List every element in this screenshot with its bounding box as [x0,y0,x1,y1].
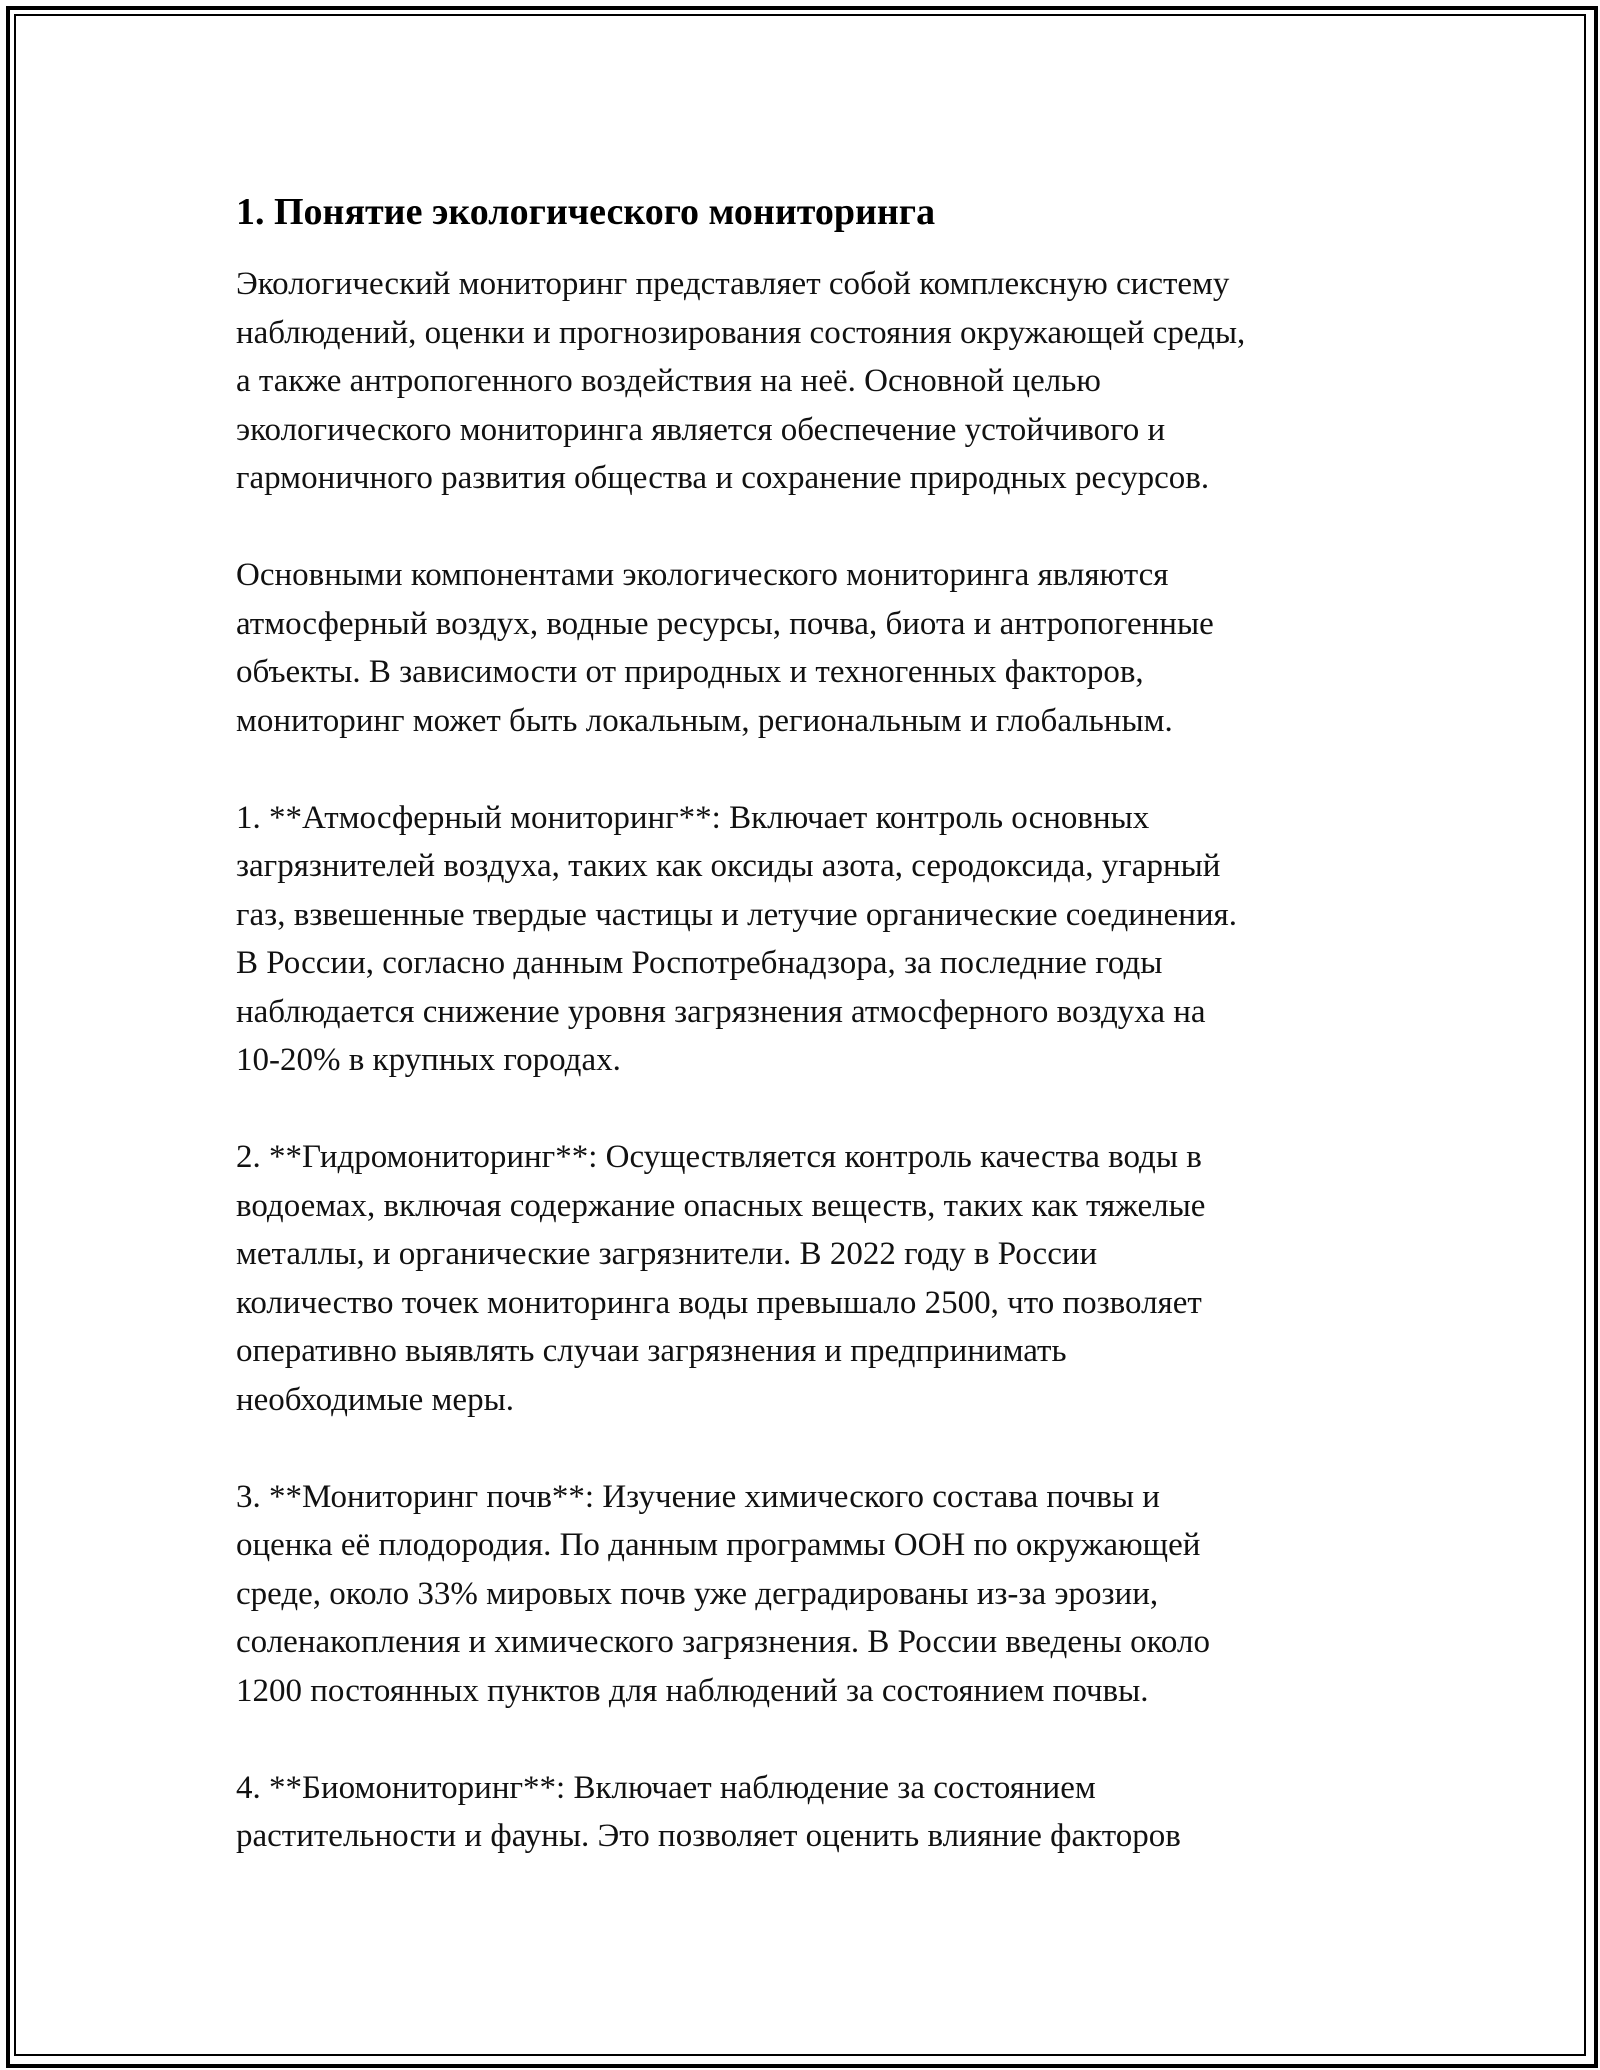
paragraph [236,794,1386,1085]
paragraph-line: гармоничного развития общества и сохранение природных ресурсов. [236,460,1210,496]
paragraph-line: оперативно выявлять случаи загрязнения и предпринимать [236,1333,1067,1369]
paragraph [236,1473,1386,1716]
paragraph-line: Основными компонентами экологического мониторинга являются [236,557,1169,593]
paragraph [236,260,1386,503]
paragraph-line: количество точек мониторинга воды превышало 2500, что позволяет [236,1284,1202,1321]
paragraph-line: 3. **Мониторинг почв**: Изучение химического состава почвы и [236,1478,1160,1515]
paragraph [236,551,1386,745]
paragraph-line: газ, взвешенные твердые частицы и летучие органические соединения. [236,896,1237,933]
paragraph-line: мониторинг может быть локальным, региональным и глобальным. [236,702,1173,739]
paragraph-line: атмосферный воздух, водные ресурсы, почва, биота и антропогенные [236,605,1214,642]
paragraph-line: среде, около 33% мировых почв уже деградированы из-за эрозии, [236,1575,1159,1612]
paragraph-line: наблюдений, оценки и прогнозирования состояния окружающей среды, [236,314,1246,351]
paragraph-line: наблюдается снижение уровня загрязнения атмосферного воздуха на [236,993,1206,1030]
paragraph-line: 4. **Биомониторинг**: Включает наблюдение за состоянием [236,1769,1096,1806]
paragraph-line: 10-20% в крупных городах. [236,1042,621,1078]
paragraph [236,1764,1386,1861]
paragraph-line: металлы, и органические загрязнители. В 2022 году в России [236,1236,1098,1272]
paragraph-line: экологического мониторинга является обеспечение устойчивого и [236,411,1166,448]
paragraph-line: соленакопления и химического загрязнения. В России введены около [236,1624,1210,1660]
paragraph-line: а также антропогенного воздействия на неё. Основной целью [236,363,1101,399]
paragraph-line: загрязнителей воздуха, таких как оксиды азота, серодоксида, угарный [236,848,1221,884]
paragraph-line: 1200 постоянных пунктов для наблюдений за состоянием почвы. [236,1672,1149,1709]
paragraph-line: оценка её плодородия. По данным программы ООН по окружающей [236,1527,1201,1563]
paragraph-line: В России, согласно данным Роспотребнадзора, за последние годы [236,945,1163,981]
paragraph [236,1133,1386,1424]
paragraph-list [236,260,1386,1861]
paragraph-line: 2. **Гидромониторинг**: Осуществляется контроль качества воды в [236,1139,1202,1175]
paragraph-line: объекты. В зависимости от природных и техногенных факторов, [236,654,1144,690]
paragraph-line: растительности и фауны. Это позволяет оценить влияние факторов [236,1818,1181,1854]
section-heading: 1. Понятие экологического мониторинга [236,191,936,233]
paragraph-line: водоемах, включая содержание опасных веществ, таких как тяжелые [236,1187,1206,1224]
paragraph-line: Экологический мониторинг представляет собой комплексную систему [236,266,1230,302]
paragraph-line: необходимые меры. [236,1381,514,1418]
paragraph-line: 1. **Атмосферный мониторинг**: Включает контроль основных [236,799,1150,836]
document-body [236,188,1386,1909]
